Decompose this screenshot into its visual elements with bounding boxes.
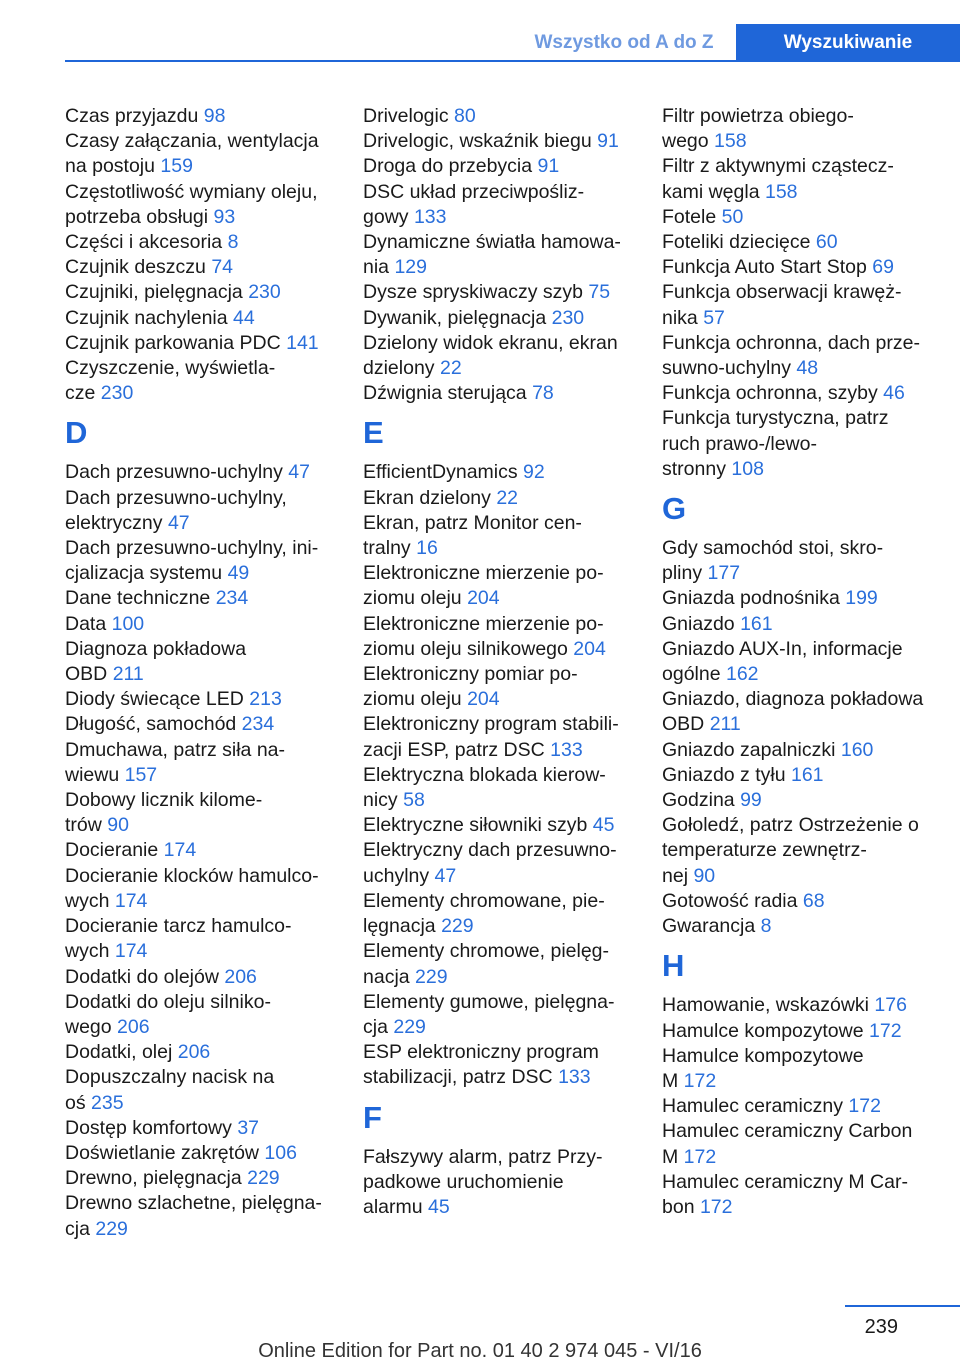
page-link[interactable]: 90 (693, 864, 716, 887)
index-entry (65, 712, 333, 737)
page-link[interactable]: 47 (434, 864, 457, 887)
page-link[interactable]: 50 (721, 205, 744, 228)
index-entry (363, 1040, 631, 1090)
page-link[interactable]: 100 (111, 612, 145, 635)
page-link[interactable]: 162 (725, 663, 759, 686)
entry-text: Hamulec ceramiczny Carbon (662, 1120, 913, 1143)
entry-text: wego (65, 1015, 118, 1038)
index-entry (65, 536, 333, 586)
entry-text: Fałszywy alarm, patrz Przy- (363, 1145, 603, 1168)
index-entry (363, 990, 631, 1040)
page-link[interactable]: 176 (874, 994, 907, 1017)
entry-text: Elektroniczne mierzenie po- (363, 562, 604, 585)
entry-text: gowy (363, 205, 414, 228)
entry-text: zacji ESP, patrz DSC (363, 738, 551, 761)
entry-text: tralny (363, 537, 417, 560)
page-link[interactable]: 47 (167, 511, 190, 534)
index-entry (65, 687, 333, 712)
entry-text: Dodatki do olejów (65, 965, 225, 988)
index-entry (662, 993, 930, 1018)
entry-text: Gdy samochód stoi, skro- (662, 537, 884, 560)
index-entry (65, 486, 333, 536)
entry-text: Czujnik parkowania PDC (65, 331, 287, 354)
entry-text: Gwarancja (662, 915, 761, 938)
index-entry (65, 1040, 333, 1065)
entry-text: Elektryczna blokada kierow- (363, 763, 606, 786)
entry-text: uchylny (363, 864, 435, 887)
index-entry (65, 104, 333, 129)
entry-text: Hamowanie, wskazówki (662, 994, 875, 1017)
page-link[interactable]: 229 (415, 965, 448, 988)
page-link[interactable]: 69 (872, 256, 894, 279)
entry-text: Gotowość radia (662, 889, 803, 912)
page-link[interactable]: 48 (796, 357, 819, 380)
page-link[interactable]: 229 (95, 1217, 128, 1240)
page-link[interactable]: 93 (213, 205, 236, 228)
entry-text: Dysze spryskiwaczy szyb (363, 281, 589, 304)
footer-rule (845, 1305, 960, 1307)
entry-text: Dobowy licznik kilome- (65, 789, 263, 812)
page-link[interactable]: 106 (264, 1141, 297, 1164)
index-entry (65, 1116, 333, 1141)
entry-text: cjalizacja systemu (65, 562, 228, 585)
page-link[interactable]: 235 (91, 1091, 124, 1114)
page-link[interactable]: 159 (160, 155, 193, 178)
page-number: 239 (864, 1316, 898, 1338)
entry-text: Docieranie klocków hamulco- (65, 864, 319, 887)
page-link[interactable]: 108 (731, 457, 764, 480)
index-entry (363, 180, 631, 230)
page-link[interactable]: 57 (703, 306, 725, 329)
entry-text: cja (363, 1015, 394, 1038)
entry-text: elektryczny (65, 511, 168, 534)
page-link[interactable]: 158 (714, 130, 747, 153)
index-entry (662, 637, 930, 687)
entry-text: Dach przesuwno-uchylny, (65, 486, 287, 509)
index-entry (65, 864, 333, 914)
entry-text: Filtr powietrza obiego- (662, 105, 854, 127)
entry-text: OBD (65, 663, 113, 686)
entry-text: cja (65, 1217, 96, 1240)
index-entry (662, 331, 930, 381)
entry-text: Elementy chromowane, pie- (363, 889, 605, 912)
entry-text: ogólne (662, 663, 726, 686)
entry-text: Częstotliwość wymiany oleju, (65, 180, 318, 203)
page-link[interactable]: 172 (848, 1095, 881, 1118)
page-link[interactable]: 213 (249, 688, 282, 711)
page-link[interactable]: 229 (247, 1167, 280, 1190)
page-link[interactable]: 174 (163, 839, 197, 862)
index-entry (65, 612, 333, 637)
page-link[interactable]: 204 (573, 637, 606, 660)
page-link[interactable]: 22 (439, 357, 462, 380)
entry-text: Elementy chromowe, pielęg- (363, 940, 610, 963)
index-entry (363, 939, 631, 989)
entry-text: Funkcja ochronna, szyby (662, 382, 884, 405)
entry-text: kami węgla (662, 180, 765, 203)
page-link[interactable]: 234 (215, 587, 249, 610)
index-entry (65, 1065, 333, 1115)
section-letter: G (662, 491, 687, 527)
entry-text: nicy (363, 789, 404, 812)
entry-text: bon (662, 1195, 700, 1218)
index-entry (662, 381, 930, 406)
entry-text: Docieranie (65, 839, 164, 862)
entry-text: stronny (662, 457, 732, 480)
tab-search[interactable]: Wyszukiwanie (736, 24, 960, 62)
index-entry (65, 331, 333, 356)
entry-text: ziomu oleju silnikowego (363, 637, 574, 660)
entry-text: wego (662, 130, 715, 153)
page-link[interactable]: 133 (558, 1066, 591, 1089)
index-entry (662, 1119, 930, 1169)
index-entry (363, 280, 631, 305)
index-entry (65, 460, 333, 485)
entry-text: Dach przesuwno-uchylny, ini- (65, 537, 319, 560)
page-link[interactable]: 160 (840, 738, 874, 761)
entry-text: suwno-uchylny (662, 357, 797, 380)
entry-text: Dźwignia sterująca (363, 382, 533, 405)
index-entry (662, 1170, 930, 1220)
entry-text: Funkcja obserwacji krawęż- (662, 281, 902, 304)
entry-text: Czujnik nachylenia (65, 306, 234, 329)
entry-text: Gniazda podnośnika (662, 587, 846, 610)
page-link[interactable]: 206 (224, 965, 257, 988)
index-entry (363, 331, 631, 381)
page-link[interactable]: 172 (699, 1195, 733, 1218)
index-entry (65, 965, 333, 990)
entry-text: padkowe uruchomienie (363, 1170, 564, 1193)
entry-text: Hamulce kompozytowe (662, 1019, 869, 1042)
page-link[interactable]: 90 (107, 814, 129, 837)
index-entry (65, 1166, 333, 1191)
entry-text: Dodatki, olej (65, 1041, 178, 1064)
entry-text: Funkcja Auto Start Stop (662, 256, 873, 279)
page-link[interactable]: 229 (441, 915, 474, 938)
entry-text: Czujniki, pielęgnacja (65, 281, 249, 304)
tab-a-to-z[interactable]: Wszystko od A do Z (534, 32, 714, 53)
entry-text: Hamulec ceramiczny M Car- (662, 1170, 908, 1193)
page-link[interactable]: 206 (177, 1041, 211, 1064)
entry-text: na postoju (65, 155, 161, 178)
index-entry (65, 255, 333, 280)
entry-text: Dostęp komfortowy (65, 1116, 238, 1139)
index-entry (662, 205, 930, 230)
entry-text: nika (662, 306, 704, 329)
entry-text: Funkcja turystyczna, patrz (662, 407, 889, 430)
entry-text: alarmu (363, 1195, 429, 1218)
index-entry (363, 511, 631, 561)
entry-text: Czas przyjazdu (65, 105, 204, 127)
entry-text: Gniazdo zapalniczki (662, 738, 841, 761)
entry-text: Czasy załączania, wentylacja (65, 130, 319, 153)
index-entry (363, 662, 631, 712)
page-link[interactable]: 98 (203, 105, 226, 127)
entry-text: Gniazdo z tyłu (662, 763, 791, 786)
index-column-3 (662, 104, 930, 1220)
page-link[interactable]: 172 (683, 1145, 717, 1168)
index-entry (662, 104, 930, 154)
page-link[interactable]: 161 (790, 763, 824, 786)
entry-text: Foteliki dziecięce (662, 231, 816, 254)
entry-text: Czyszczenie, wyświetla- (65, 357, 276, 380)
entry-text: wych (65, 889, 115, 912)
entry-text: oś (65, 1091, 92, 1114)
entry-text: Elektroniczne mierzenie po- (363, 612, 604, 635)
page-link[interactable]: 22 (496, 486, 519, 509)
entry-text: Dach przesuwno-uchylny (65, 461, 289, 484)
entry-text: ESP elektroniczny program (363, 1041, 599, 1064)
index-entry (363, 129, 631, 154)
page-link[interactable]: 234 (241, 713, 275, 736)
entry-text: Dodatki do oleju silniko- (65, 990, 271, 1013)
page-link[interactable]: 49 (227, 562, 250, 585)
entry-text: Fotele (662, 205, 722, 228)
page-link[interactable]: 172 (869, 1019, 902, 1042)
page-link[interactable]: 68 (802, 889, 825, 912)
index-entry (65, 738, 333, 788)
index-entry (363, 612, 631, 662)
entry-text: Drivelogic, wskaźnik biegu (363, 130, 598, 153)
entry-text: nia (363, 256, 395, 279)
entry-text: nacja (363, 965, 416, 988)
index-entry (65, 129, 333, 179)
entry-text: Godzina (662, 789, 741, 812)
page-link[interactable]: 230 (100, 382, 134, 405)
entry-text: M (662, 1145, 684, 1168)
index-entry (363, 763, 631, 813)
index-entry (65, 306, 333, 331)
page-link[interactable]: 60 (815, 231, 838, 254)
page-link[interactable]: 174 (114, 940, 148, 963)
page-link[interactable]: 129 (394, 256, 427, 279)
index-entry (363, 712, 631, 762)
page-link[interactable]: 204 (467, 587, 500, 610)
index-entry (662, 763, 930, 788)
page-link[interactable]: 8 (760, 915, 772, 938)
entry-text: potrzeba obsługi (65, 205, 214, 228)
index-entry (662, 154, 930, 204)
page-link[interactable]: 58 (403, 789, 425, 812)
section-letter: H (662, 948, 685, 984)
page-link[interactable]: 16 (416, 537, 438, 560)
entry-text: Drivelogic (363, 105, 455, 127)
entry-text: Gniazdo, diagnoza pokładowa (662, 688, 924, 711)
entry-text: wiewu (65, 763, 125, 786)
page-link[interactable]: 199 (845, 587, 878, 610)
index-entry (662, 1094, 930, 1119)
index-entry (65, 230, 333, 255)
entry-text: Funkcja ochronna, dach prze- (662, 331, 920, 354)
index-entry (363, 561, 631, 611)
entry-text: Hamulec ceramiczny (662, 1095, 849, 1118)
index-entry (65, 914, 333, 964)
entry-text: ziomu oleju (363, 688, 468, 711)
entry-text: EfficientDynamics (363, 461, 524, 484)
page-link[interactable]: 8 (227, 231, 239, 254)
entry-text: Ekran dzielony (363, 486, 497, 509)
page-link[interactable]: 75 (588, 281, 611, 304)
index-entry (363, 838, 631, 888)
page-link[interactable]: 230 (248, 281, 281, 304)
entry-text: Dopuszczalny nacisk na (65, 1066, 275, 1089)
entry-text: Droga do przebycia (363, 155, 538, 178)
entry-text: Gołoledź, patrz Ostrzeżenie o (662, 814, 919, 837)
index-entry (65, 1191, 333, 1241)
entry-text: pliny (662, 562, 708, 585)
section-letter: E (363, 415, 384, 451)
index-entry (363, 813, 631, 838)
entry-text: Elektryczne siłowniki szyb (363, 814, 593, 837)
index-entry (65, 280, 333, 305)
page-link[interactable]: 45 (592, 814, 615, 837)
page-link[interactable]: 206 (117, 1015, 150, 1038)
page-link[interactable]: 204 (467, 688, 500, 711)
index-entry (662, 612, 930, 637)
index-entry (662, 1044, 930, 1094)
page-link[interactable]: 80 (454, 105, 476, 127)
page-link[interactable]: 37 (237, 1116, 260, 1139)
page-link[interactable]: 44 (233, 306, 255, 329)
index-entry (363, 889, 631, 939)
page-link[interactable]: 229 (393, 1015, 426, 1038)
entry-text: dzielony (363, 357, 440, 380)
page-link[interactable]: 133 (550, 738, 583, 761)
index-entry (65, 356, 333, 406)
index-entry (363, 230, 631, 280)
page-link[interactable]: 230 (551, 306, 585, 329)
entry-text: Drewno szlachetne, pielęgna- (65, 1192, 322, 1215)
page-link[interactable]: 211 (112, 663, 144, 686)
index-entry (65, 1141, 333, 1166)
index-entry (662, 788, 930, 813)
section-letter: F (363, 1099, 382, 1135)
page-link[interactable]: 74 (211, 256, 234, 279)
entry-text: Diagnoza pokładowa (65, 637, 247, 660)
index-entry (363, 104, 631, 129)
page-link[interactable]: 91 (597, 130, 619, 153)
page-link[interactable]: 133 (413, 205, 447, 228)
index-entry (662, 280, 930, 330)
entry-text: Docieranie tarcz hamulco- (65, 915, 292, 938)
entry-text: lęgnacja (363, 915, 442, 938)
entry-text: Części i akcesoria (65, 231, 228, 254)
page-link[interactable]: 46 (883, 382, 905, 405)
entry-text: Długość, samochód (65, 713, 242, 736)
entry-text: Gniazdo (662, 612, 741, 635)
index-entry (363, 381, 631, 406)
index-entry (363, 486, 631, 511)
entry-text: Ekran, patrz Monitor cen- (363, 511, 582, 534)
index-entry (65, 838, 333, 863)
index-entry (662, 1019, 930, 1044)
entry-text: wych (65, 940, 115, 963)
entry-text: stabilizacji, patrz DSC (363, 1066, 559, 1089)
index-entry (662, 255, 930, 280)
index-entry (662, 586, 930, 611)
entry-text: nej (662, 864, 694, 887)
entry-text: trów (65, 814, 108, 837)
footer-edition: Online Edition for Part no. 01 40 2 974 045 - VI/16 (258, 1340, 702, 1362)
page-link[interactable]: 78 (532, 382, 554, 405)
entry-text: Hamulce kompozytowe (662, 1044, 864, 1067)
page-link[interactable]: 45 (428, 1195, 450, 1218)
index-entry (662, 406, 930, 482)
index-entry (662, 687, 930, 737)
entry-text: DSC układ przeciwpośliz- (363, 180, 585, 203)
entry-text: Elementy gumowe, pielęgna- (363, 990, 615, 1013)
entry-text: Elektroniczny program stabili- (363, 713, 619, 736)
entry-text: Dzielony widok ekranu, ekran (363, 331, 618, 354)
entry-text: Dmuchawa, patrz siła na- (65, 738, 286, 761)
index-entry (662, 813, 930, 889)
entry-text: M (662, 1069, 684, 1092)
index-entry (363, 1145, 631, 1221)
entry-text: Diody świecące LED (65, 688, 250, 711)
entry-text: Data (65, 612, 112, 635)
entry-text: Filtr z aktywnymi cząstecz- (662, 155, 894, 178)
index-entry (662, 889, 930, 914)
index-entry (65, 788, 333, 838)
index-entry (363, 460, 631, 485)
page-link[interactable]: 141 (286, 331, 319, 354)
entry-text: Drewno, pielęgnacja (65, 1167, 248, 1190)
entry-text: Elektroniczny pomiar po- (363, 663, 578, 686)
page-link[interactable]: 211 (709, 713, 741, 736)
page-link[interactable]: 177 (707, 562, 741, 585)
index-entry (65, 637, 333, 687)
index-entry (363, 306, 631, 331)
entry-text: Dane techniczne (65, 587, 216, 610)
page-link[interactable]: 172 (683, 1069, 717, 1092)
index-entry (65, 180, 333, 230)
index-entry (65, 990, 333, 1040)
entry-text: cze (65, 382, 101, 405)
index-entry (662, 738, 930, 763)
page-link[interactable]: 92 (523, 461, 545, 484)
entry-text: Gniazdo AUX-In, informacje (662, 637, 903, 660)
index-entry (662, 536, 930, 586)
page-link[interactable]: 174 (114, 889, 148, 912)
index-entry (65, 586, 333, 611)
page-link[interactable]: 158 (764, 180, 798, 203)
page-link[interactable]: 161 (740, 612, 773, 635)
page-link[interactable]: 47 (288, 461, 310, 484)
index-entry (363, 154, 631, 179)
index-column-1 (65, 104, 333, 1242)
page-link[interactable]: 99 (740, 789, 762, 812)
entry-text: Czujnik deszczu (65, 256, 212, 279)
page-link[interactable]: 91 (537, 155, 560, 178)
section-letter: D (65, 415, 88, 451)
entry-text: Dynamiczne światła hamowa- (363, 231, 621, 254)
page-link[interactable]: 157 (124, 763, 158, 786)
entry-text: Elektryczny dach przesuwno- (363, 839, 617, 862)
entry-text: OBD (662, 713, 710, 736)
index-column-2 (363, 104, 631, 1220)
entry-text: Dywanik, pielęgnacja (363, 306, 552, 329)
entry-text: ruch prawo-/lewo- (662, 432, 817, 455)
index-entry (662, 230, 930, 255)
entry-text: ziomu oleju (363, 587, 468, 610)
index-entry (662, 914, 930, 939)
entry-text: temperaturze zewnętrz- (662, 839, 867, 862)
entry-text: Doświetlanie zakrętów (65, 1141, 265, 1164)
